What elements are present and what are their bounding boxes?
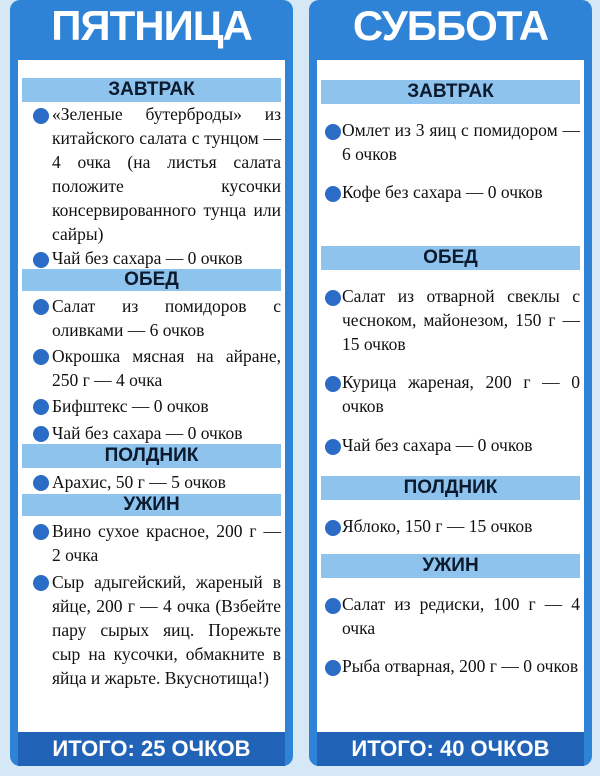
bullet-icon: [33, 399, 49, 415]
menu-item: Чай без сахара — 0 очков: [342, 435, 533, 455]
menu-item: Салат из редиски, 100 г — 4 очка: [342, 594, 580, 638]
bullet-icon: [33, 426, 49, 442]
menu-item: Чай без сахара — 0 очков: [52, 248, 243, 268]
menu-item: Окрошка мясная на айране, 250 г — 4 очка: [52, 346, 281, 390]
section-lunch: ОБЕД: [22, 269, 281, 291]
menu-item: Омлет из 3 яиц с помидором — 6 очков: [342, 120, 580, 164]
bullet-icon: [325, 376, 341, 392]
bullet-icon: [325, 520, 341, 536]
section-breakfast: ЗАВТРАК: [22, 78, 281, 102]
menu-item: Салат из помидоров с оливками — 6 очков: [52, 296, 281, 340]
section-snack: ПОЛДНИК: [22, 444, 281, 468]
total-score: ИТОГО: 25 ОЧКОВ: [18, 732, 285, 766]
bullet-icon: [33, 475, 49, 491]
section-dinner: УЖИН: [321, 554, 580, 578]
section-breakfast: ЗАВТРАК: [321, 80, 580, 104]
menu-item: Яблоко, 150 г — 15 очков: [342, 516, 533, 536]
section-snack: ПОЛДНИК: [321, 476, 580, 500]
day-title: СУББОТА: [352, 2, 549, 49]
bullet-icon: [33, 524, 49, 540]
bullet-icon: [33, 349, 49, 365]
menu-item: Салат из отварной свеклы с чесноком, майонезом, 150 г — 15 очков: [342, 286, 580, 354]
menu-item: «Зеленые бутерброды» из китайского салата с тунцом — 4 очка (на листья салата положите кусочки консервированного тунца или сайры): [52, 104, 281, 244]
total-score: ИТОГО: 40 ОЧКОВ: [317, 732, 584, 766]
bullet-icon: [33, 108, 49, 124]
menu-item: Рыба отварная, 200 г — 0 очков: [342, 656, 579, 676]
menu-item: Сыр адыгейский, жареный в яйце, 200 г — 4 очка (Взбейте пару сырых яиц. Порежьте сыр на кусочки, обмакните в яйца и жарьте. Вкуснотища!): [52, 572, 281, 688]
menu-item: Курица жареная, 200 г — 0 очков: [342, 372, 580, 416]
bullet-icon: [33, 575, 49, 591]
saturday-menu-panel: [317, 60, 584, 766]
menu-item: Кофе без сахара — 0 очков: [342, 182, 543, 202]
bullet-icon: [325, 290, 341, 306]
menu-item: Чай без сахара — 0 очков: [52, 423, 243, 443]
bullet-icon: [325, 439, 341, 455]
day-title: ПЯТНИЦА: [51, 2, 252, 49]
friday-column: [10, 0, 293, 766]
bullet-icon: [33, 299, 49, 315]
section-lunch: ОБЕД: [321, 246, 580, 270]
bullet-icon: [325, 660, 341, 676]
saturday-column: [309, 0, 592, 766]
section-dinner: УЖИН: [22, 494, 281, 516]
bullet-icon: [325, 186, 341, 202]
friday-menu-panel: [18, 60, 285, 766]
bullet-icon: [325, 598, 341, 614]
menu-item: Бифштекс — 0 очков: [52, 396, 209, 416]
menu-item: Арахис, 50 г — 5 очков: [52, 472, 226, 492]
bullet-icon: [33, 252, 49, 268]
menu-item: Вино сухое красное, 200 г — 2 очка: [52, 521, 281, 565]
bullet-icon: [325, 124, 341, 140]
